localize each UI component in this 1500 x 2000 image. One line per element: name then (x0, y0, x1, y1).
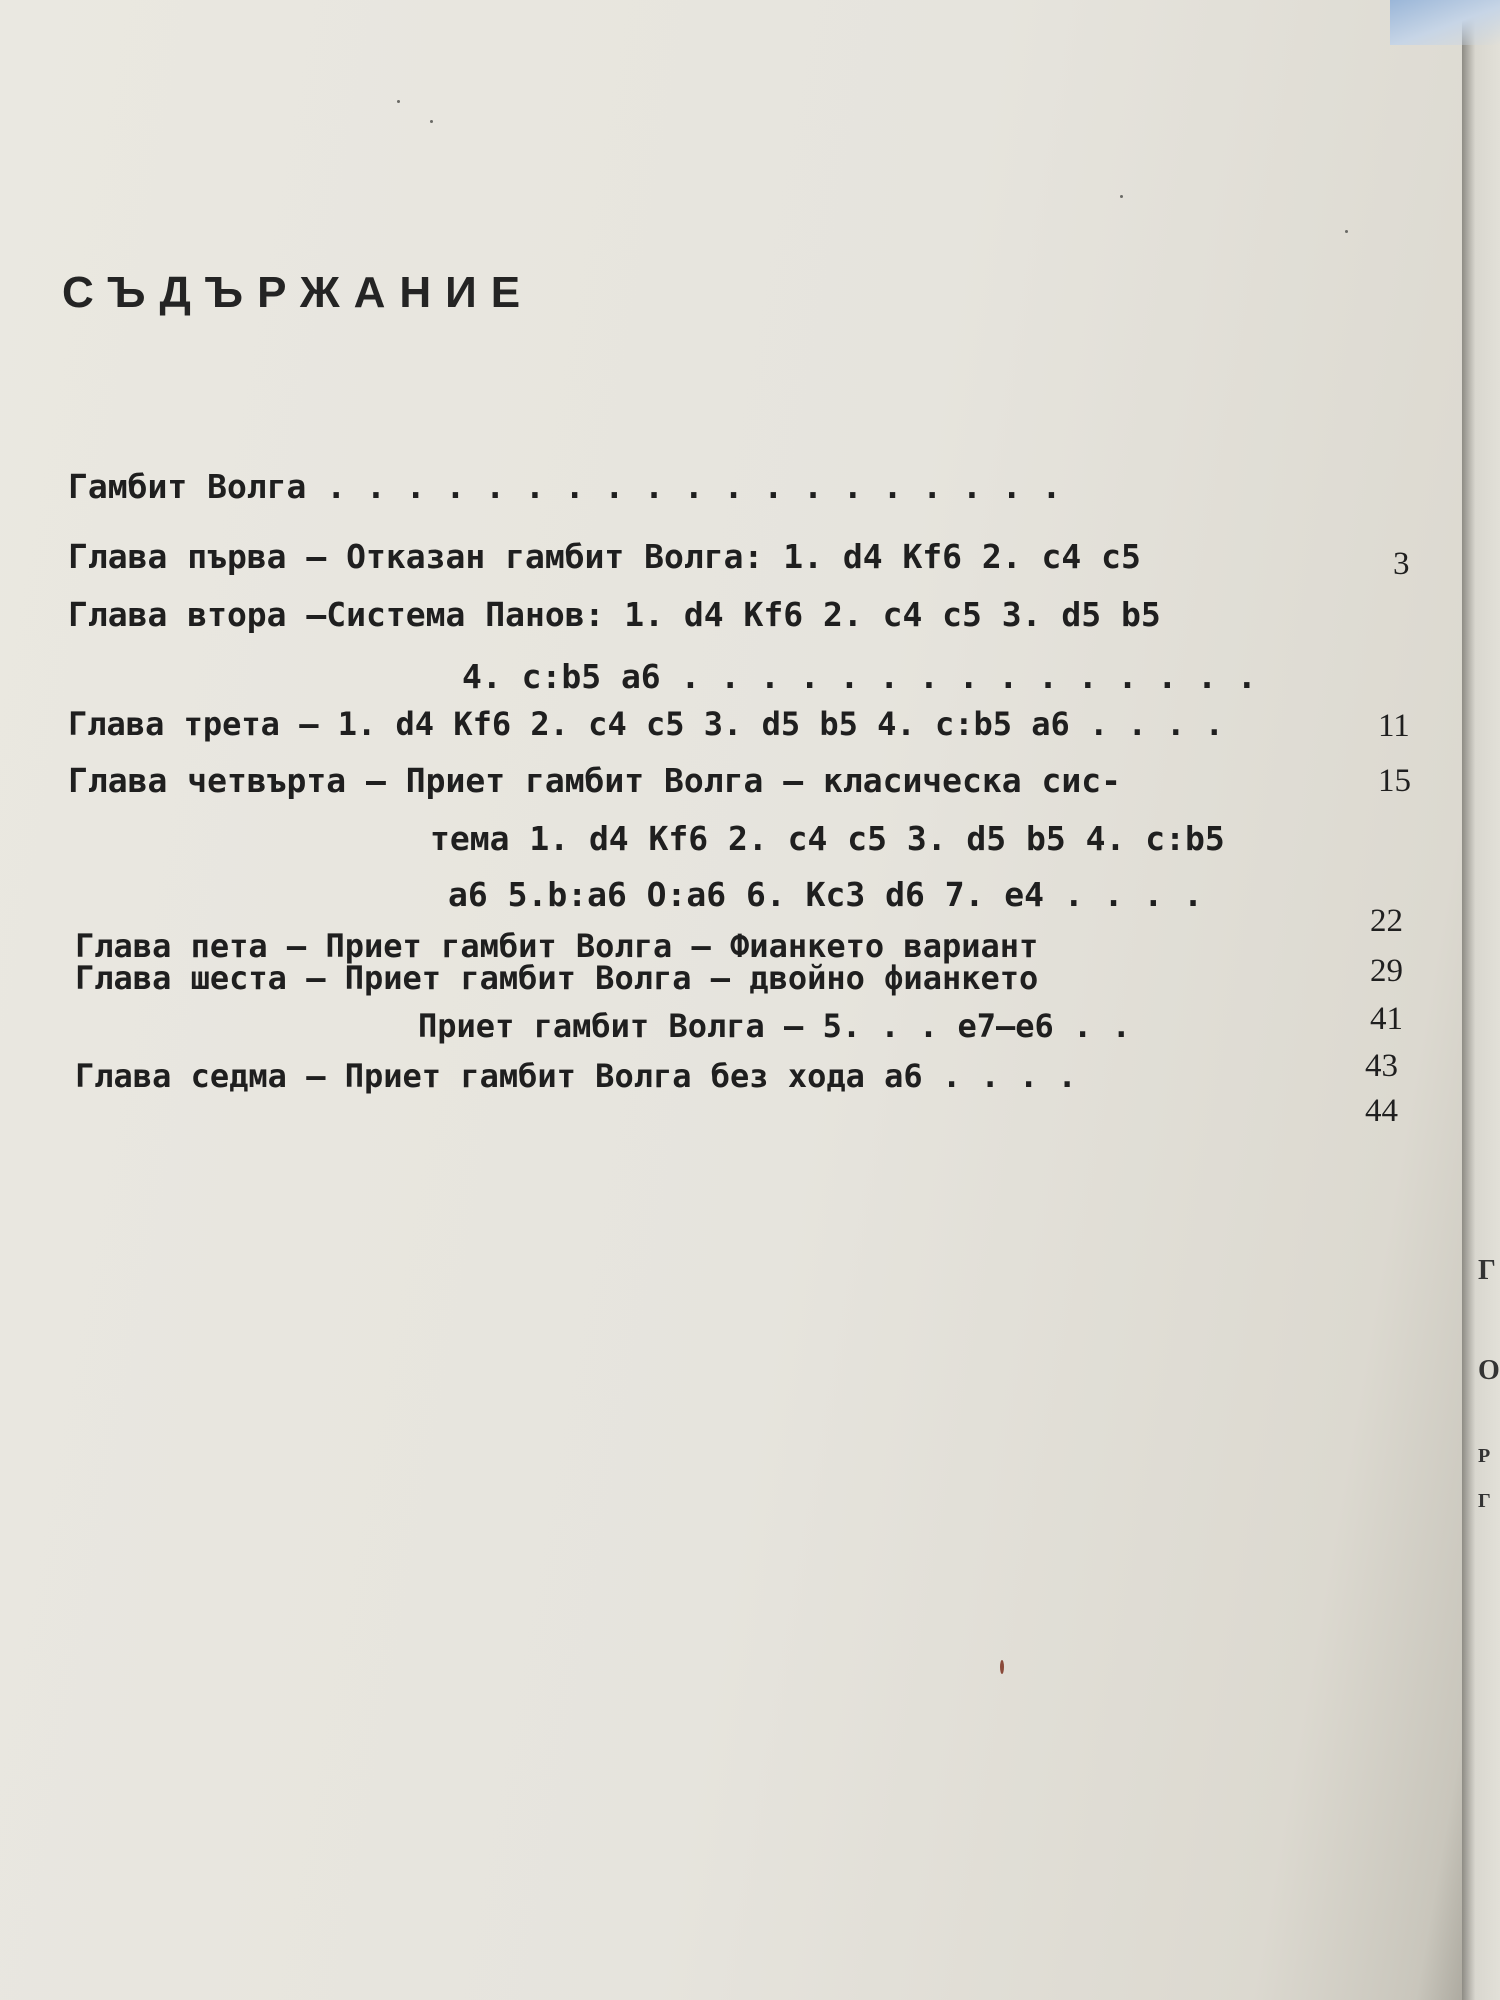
toc-entry-chapter-7: Глава седма — Приет гамбит Волга без хода a6 . . . . (75, 1057, 1077, 1095)
background-corner (1390, 0, 1500, 45)
toc-page-number: 29 (1370, 953, 1403, 989)
toc-page-number: 43 (1365, 1048, 1398, 1084)
toc-page-number: 3 (1393, 546, 1410, 582)
next-page-fragment: Р (1478, 1445, 1491, 1467)
toc-entry-chapter-4-cont: тема 1. d4 Кf6 2. c4 c5 3. d5 b5 4. c:b5 (430, 819, 1225, 858)
toc-entry-chapter-5: Глава пета — Приет гамбит Волга — Фианкето вариант (75, 927, 1039, 965)
toc-entry-intro: Гамбит Волга . . . . . . . . . . . . . . . . . . . (68, 467, 1062, 506)
next-page-edge (1462, 0, 1500, 2000)
next-page-fragment: Г (1478, 1490, 1491, 1512)
toc-page-number: 11 (1378, 708, 1410, 744)
toc-entry-chapter-3: Глава трета — 1. d4 Кf6 2. c4 c5 3. d5 b5 4. c:b5 a6 . . . . (68, 705, 1224, 743)
toc-page-number: 41 (1370, 1001, 1403, 1037)
toc-entry-chapter-2-cont: 4. c:b5 a6 . . . . . . . . . . . . . . . (462, 657, 1257, 696)
page-title: СЪДЪРЖАНИЕ (62, 268, 535, 317)
toc-entry-chapter-4: Глава четвърта — Приет гамбит Волга — класическа сис- (68, 761, 1121, 800)
toc-entry-chapter-6: Глава шеста — Приет гамбит Волга — двойно фианкето (75, 959, 1039, 997)
next-page-fragment: Г (1478, 1255, 1496, 1286)
toc-entry-chapter-4-cont: a6 5.b:a6 О:a6 6. Кc3 d6 7. e4 . . . . (448, 875, 1203, 914)
toc-page-number: 15 (1378, 763, 1411, 799)
next-page-fragment: О (1478, 1355, 1500, 1386)
toc-page-number: 44 (1365, 1093, 1398, 1129)
toc-page-number: 22 (1370, 903, 1403, 939)
toc-entry-chapter-2: Глава втора —Система Панов: 1. d4 Кf6 2. c4 c5 3. d5 b5 (68, 595, 1161, 634)
toc-entry-chapter-1: Глава първа — Отказан гамбит Волга: 1. d4 Кf6 2. c4 c5 (68, 537, 1141, 576)
toc-entry-subsection: Приет гамбит Волга — 5. . . e7—e6 . . (418, 1007, 1131, 1045)
